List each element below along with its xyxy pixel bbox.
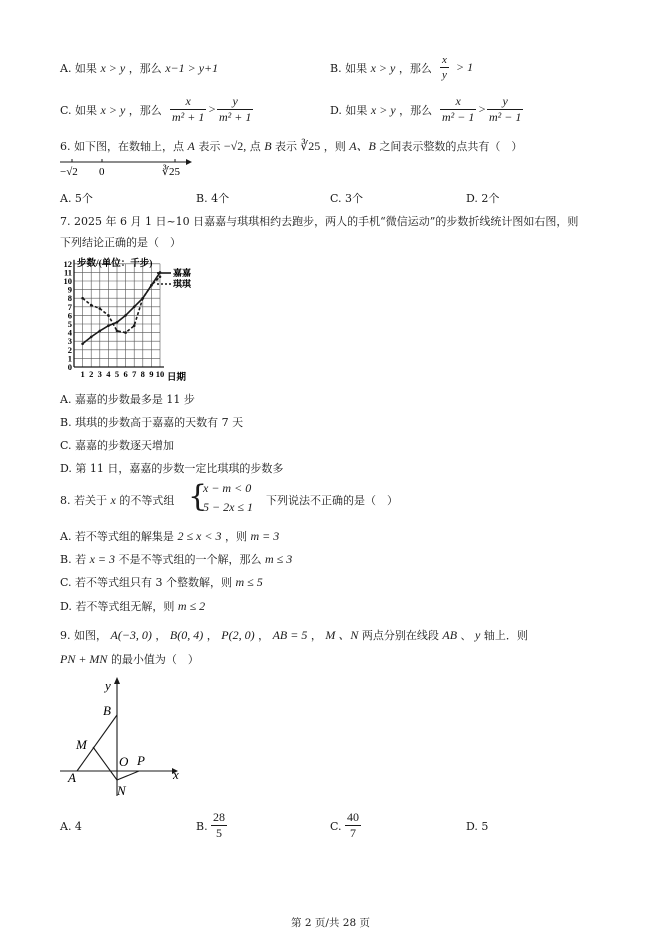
- q8-a-text: A. 若不等式组的解集是: [60, 530, 174, 543]
- q9-segment-ab: AB: [442, 628, 458, 642]
- x-tick-label: 8: [140, 369, 145, 379]
- data-point-qiqi: [133, 324, 136, 327]
- q8-inequality-2: 5 − 2x ≤ 1: [203, 500, 254, 514]
- q8-option-b: [60, 551, 292, 567]
- q5-d-den2: m² − 1: [489, 110, 522, 124]
- q7-line-chart: [60, 256, 200, 382]
- data-point-qiqi: [116, 330, 119, 333]
- data-point-qiqi: [81, 297, 84, 300]
- q9-sep3: ，: [258, 629, 270, 642]
- q7-option-b: B. 琪琪的步数高于嘉嘉的天数有 7 天: [60, 416, 244, 429]
- q9-y-axis: y: [475, 628, 481, 642]
- q9-option-b-label: B.: [196, 820, 208, 833]
- legend-label-jiajia: 嘉嘉: [173, 268, 192, 278]
- y-tick-label: 0: [67, 362, 72, 372]
- q9-ab-length: AB = 5: [272, 628, 308, 642]
- chart-title: 步数/(单位：千步): [77, 259, 153, 269]
- q5-d-sep: ，那么: [399, 104, 433, 117]
- q8-brace-icon: {: [188, 479, 208, 514]
- q8-d-text: D. 若不等式组无解，则: [60, 600, 175, 613]
- q5-option-c: [60, 102, 162, 118]
- q9-stem-c: 、: [460, 629, 472, 642]
- q6-option-d: D. 2个: [466, 192, 500, 205]
- q5-d-num2: y: [502, 94, 508, 108]
- q5-c-sep: ，那么: [128, 104, 162, 117]
- q9-expression: PN + MN: [60, 652, 108, 666]
- q5-d-fraction-2: [487, 95, 523, 124]
- label-x: x: [173, 767, 179, 782]
- q8-stem-c: 下列说法不正确的是（ ）: [266, 494, 398, 507]
- q8-stem-a: 8. 若关于: [60, 494, 107, 507]
- q7-stem-line2: 下列结论正确的是（ ）: [60, 236, 181, 249]
- q5-d-gt: >: [478, 102, 487, 116]
- x-tick-label: 10: [155, 369, 165, 379]
- data-point-qiqi: [90, 304, 93, 307]
- q8-b-mid: 不是不等式组的一个解，那么: [118, 553, 262, 566]
- y-tick-label: 5: [67, 319, 72, 329]
- data-point-qiqi: [150, 284, 153, 287]
- label-y: y: [105, 678, 111, 693]
- y-tick-label: 10: [63, 276, 72, 286]
- q5-d-cond: x > y: [370, 103, 396, 117]
- q7-option-a: A. 嘉嘉的步数最多是 11 步: [60, 393, 195, 406]
- number-line-arrow: [186, 159, 192, 165]
- q5-d-den1: m² − 1: [442, 110, 475, 124]
- data-point-jiajia: [90, 336, 93, 339]
- q5-option-a: [60, 60, 218, 76]
- q5-c-den2: m² + 1: [219, 110, 252, 124]
- q5-b-cond: x > y: [370, 61, 396, 75]
- q9-sep1: ，: [155, 629, 167, 642]
- q6-stem-a: 6. 如下图，在数轴上，点: [60, 140, 184, 153]
- q9-option-c-fraction: [345, 811, 361, 840]
- q6-stem: [60, 137, 522, 154]
- q8-a-math1: 2 ≤ x < 3: [177, 529, 222, 543]
- label-m: M: [76, 737, 87, 752]
- chart-ticks: [64, 259, 165, 379]
- label-a: A: [68, 770, 76, 785]
- q5-a-conclusion: x−1 > y+1: [165, 61, 219, 75]
- q9-option-c-label: C.: [330, 820, 342, 833]
- q8-c-text: C. 若不等式组只有 3 个整数解，则: [60, 576, 233, 589]
- q9-stem-b: 两点分别在线段: [361, 629, 439, 642]
- q9-option-a: A. 4: [60, 820, 82, 833]
- q5-b-fraction: [440, 54, 449, 81]
- data-point-jiajia: [124, 314, 127, 317]
- y-tick-label: 4: [67, 327, 72, 338]
- q5-b-sep: ，那么: [398, 62, 432, 75]
- series-line-jiajia: [83, 272, 160, 343]
- q8-stem: [60, 492, 174, 508]
- q6-stem-d: 表示: [275, 140, 298, 153]
- q5-b-numerator: x: [442, 54, 447, 66]
- q8-c-math1: m ≤ 5: [235, 575, 263, 589]
- q7-option-c: C. 嘉嘉的步数逐天增加: [60, 439, 175, 452]
- q9-figure: [60, 672, 190, 800]
- q9-c-den: 7: [350, 826, 356, 840]
- segment-mn: [93, 747, 117, 780]
- q8-option-a: [60, 528, 279, 544]
- page-footer: 第 2 页/共 28 页: [291, 917, 370, 929]
- axis-label-b: ∛25: [162, 166, 181, 178]
- data-point-qiqi: [159, 275, 162, 278]
- q9-stem-line2: [60, 651, 199, 667]
- q6-stem-c: 点: [249, 140, 261, 153]
- q5-d-fraction-1: [440, 95, 476, 124]
- data-point-qiqi: [142, 297, 145, 300]
- q9-stem-line2-text: 的最小值为（ ）: [110, 653, 199, 666]
- q9-stem-d: 轴上．则: [483, 629, 528, 642]
- q6-stem-points: A、B: [349, 139, 376, 153]
- q6-point-a: A: [187, 139, 195, 153]
- y-tick-label: 3: [67, 336, 72, 347]
- data-point-jiajia: [81, 342, 84, 345]
- x-tick-label: 1: [80, 369, 85, 379]
- q6-option-b: B. 4个: [196, 192, 230, 205]
- y-tick-label: 6: [67, 310, 72, 321]
- data-point-jiajia: [107, 324, 110, 327]
- q6-number-line: [58, 156, 198, 180]
- q9-stem: [60, 626, 528, 643]
- q6-stem-e: ，则: [323, 140, 346, 153]
- x-tick-label: 6: [123, 369, 128, 379]
- q9-sep2: ，: [206, 629, 218, 642]
- segment-np: [117, 771, 139, 780]
- q5-c-num1: x: [185, 94, 191, 108]
- x-tick-label: 2: [89, 369, 94, 379]
- axis-label-a: −√2: [60, 166, 78, 178]
- q9-point-p: P(2, 0): [221, 628, 255, 642]
- data-point-jiajia: [116, 321, 119, 324]
- y-tick-label: 12: [63, 258, 72, 269]
- q5-option-d: [330, 102, 432, 118]
- y-tick-label: 11: [63, 267, 72, 278]
- q9-point-a: A(−3, 0): [110, 628, 152, 642]
- x-tick-label: 4: [106, 369, 111, 379]
- legend-label-qiqi: 琪琪: [173, 279, 192, 289]
- q5-c-num2: y: [232, 94, 238, 108]
- q8-a-math2: m = 3: [250, 529, 280, 543]
- y-tick-label: 2: [67, 344, 72, 355]
- q6-value-b: ∛25: [300, 139, 321, 153]
- y-axis-arrow-icon: [114, 677, 120, 684]
- q5-a-cond: x > y: [100, 61, 126, 75]
- q9-b-num: 28: [213, 810, 225, 824]
- q9-option-b-fraction: [211, 811, 227, 840]
- q5-c-gt: >: [208, 102, 217, 116]
- y-tick-label: 8: [67, 293, 72, 304]
- y-tick-label: 7: [67, 301, 72, 312]
- q6-point-b: B: [264, 139, 272, 153]
- q8-d-math1: m ≤ 2: [177, 599, 206, 613]
- q6-stem-b: 表示: [198, 140, 221, 153]
- chart-xlabel: 日期: [167, 373, 187, 382]
- x-tick-label: 7: [132, 369, 137, 379]
- q8-option-d: [60, 598, 205, 614]
- data-point-qiqi: [124, 331, 127, 334]
- q5-c-fraction-1: [170, 95, 206, 124]
- q8-b-math1: x = 3: [89, 552, 116, 566]
- data-point-qiqi: [107, 314, 110, 317]
- data-point-qiqi: [99, 307, 102, 310]
- data-point-jiajia: [99, 330, 102, 333]
- data-point-jiajia: [133, 306, 136, 309]
- x-tick-label: 3: [97, 369, 102, 379]
- q6-stem-g: 之间表示整数的点共有（ ）: [379, 140, 523, 153]
- label-o: O: [119, 754, 129, 769]
- chart-series: [81, 271, 161, 345]
- q5-d-num1: x: [455, 94, 461, 108]
- y-tick-label: 1: [67, 353, 72, 364]
- chart-axes: [74, 260, 164, 367]
- q9-stem-a: 9. 如图，: [60, 629, 107, 642]
- x-tick-label: 5: [114, 369, 120, 379]
- chart-grid: [74, 264, 160, 367]
- q5-option-b: [330, 60, 432, 76]
- q7-option-d: D. 第 11 日，嘉嘉的步数一定比琪琪的步数多: [60, 462, 284, 475]
- label-p: P: [137, 753, 145, 768]
- q5-d-label: D. 如果: [330, 104, 368, 117]
- x-tick-label: 9: [149, 369, 154, 379]
- q5-c-cond: x > y: [100, 103, 126, 117]
- y-tick-label: 9: [67, 284, 72, 295]
- label-n: N: [117, 783, 126, 798]
- q5-c-label: C. 如果: [60, 104, 98, 117]
- q8-inequality-1: x − m < 0: [203, 481, 252, 495]
- q9-point-b: B(0, 4): [169, 628, 204, 642]
- q9-b-den: 5: [216, 826, 222, 840]
- q9-sep4: ，: [310, 629, 322, 642]
- q6-value-a: −√2,: [223, 139, 247, 153]
- axis-label-zero: 0: [99, 166, 105, 178]
- q6-option-a: A. 5个: [60, 192, 93, 205]
- q5-b-tail: > 1: [456, 60, 474, 74]
- q8-stem-b: 的不等式组: [119, 494, 175, 507]
- q5-b-denominator: y: [442, 69, 447, 81]
- q8-a-mid: ，则: [224, 530, 247, 543]
- q9-points-mn: M 、N: [325, 628, 359, 642]
- label-b: B: [103, 703, 111, 718]
- q8-b-math2: m ≤ 3: [265, 552, 293, 566]
- q8-b-text: B. 若: [60, 553, 87, 566]
- q6-option-c: C. 3个: [330, 192, 364, 205]
- q5-b-label: B. 如果: [330, 62, 368, 75]
- q5-c-fraction-2: [217, 95, 253, 124]
- q5-a-sep: ，那么: [128, 62, 162, 75]
- q9-c-num: 40: [347, 810, 359, 824]
- q5-a-label: A. 如果: [60, 62, 97, 75]
- q7-stem-line1: 7. 2025 年 6 月 1 日~10 日嘉嘉与琪琪相约去跑步，两人的手机“微信运动”的步数折线统计图如右图，则: [60, 215, 579, 228]
- chart-legend: [157, 267, 192, 289]
- q8-var-x: x: [110, 493, 116, 507]
- q8-option-c: [60, 574, 263, 590]
- q5-c-den1: m² + 1: [172, 110, 205, 124]
- q9-option-d: D. 5: [466, 820, 489, 833]
